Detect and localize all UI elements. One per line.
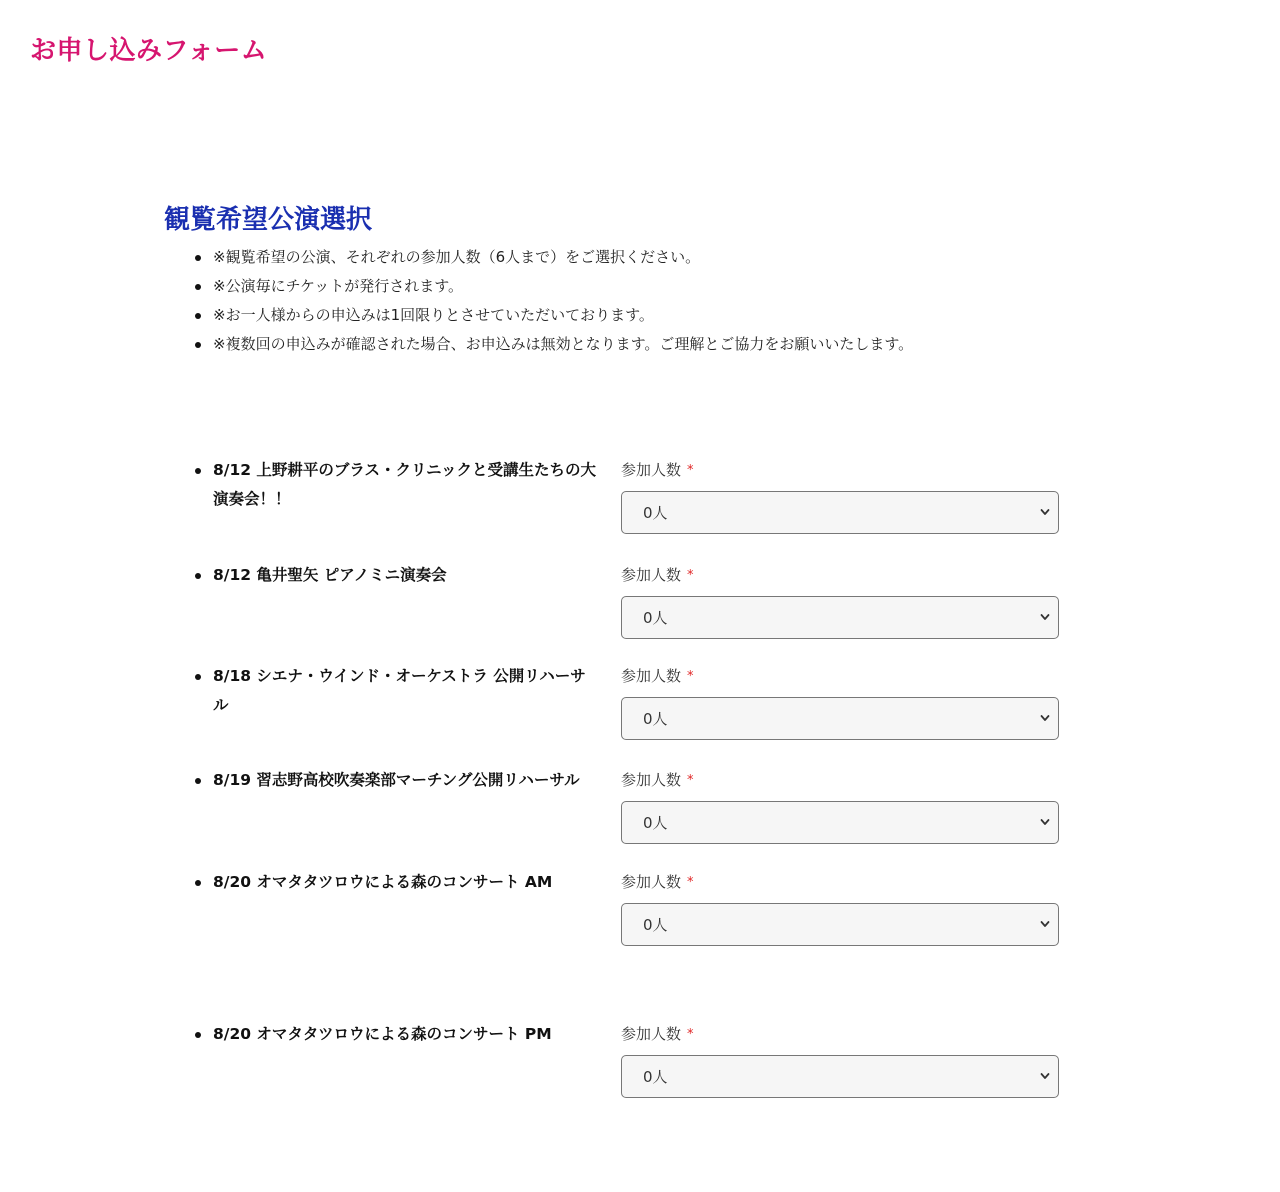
attendee-count-select[interactable]	[621, 903, 1059, 946]
attendee-count-select[interactable]	[621, 1055, 1059, 1098]
note-item	[193, 330, 913, 359]
chevron-down-icon	[1040, 713, 1050, 723]
label-text: 参加人数	[621, 1025, 682, 1043]
bullet-icon	[195, 1032, 201, 1038]
note-text: ※複数回の申込みが確認された場合、お申込みは無効となります。ご理解とご協力をお願いいたします。	[213, 335, 914, 353]
bullet-icon	[195, 674, 201, 680]
event-name: 8/18 シエナ・ウインド・オーケストラ 公開リハーサル	[213, 667, 586, 714]
event-name: 8/12 亀井聖矢 ピアノミニ演奏会	[213, 566, 447, 584]
bullet-icon	[195, 284, 201, 290]
label-text: 参加人数	[621, 667, 682, 685]
attendee-count-label	[621, 868, 694, 897]
select-value: 0人	[643, 504, 668, 522]
note-item	[193, 272, 913, 301]
bullet-icon	[195, 880, 201, 886]
notes-list	[193, 243, 913, 359]
bullet-icon	[195, 573, 201, 579]
required-mark: *	[687, 568, 694, 583]
attendee-count-select[interactable]	[621, 801, 1059, 844]
required-mark: *	[687, 773, 694, 788]
bullet-icon	[195, 778, 201, 784]
required-mark: *	[687, 669, 694, 684]
note-item	[193, 301, 913, 330]
label-text: 参加人数	[621, 461, 682, 479]
select-value: 0人	[643, 814, 668, 832]
attendee-count-label	[621, 766, 694, 795]
label-text: 参加人数	[621, 566, 682, 584]
chevron-down-icon	[1040, 817, 1050, 827]
event-name: 8/20 オマタタツロウによる森のコンサート AM	[213, 873, 553, 891]
form-title: お申し込みフォーム	[30, 36, 268, 66]
note-item	[193, 243, 913, 272]
attendee-count-label	[621, 456, 694, 485]
select-value: 0人	[643, 710, 668, 728]
chevron-down-icon	[1040, 507, 1050, 517]
attendee-count-label	[621, 1020, 694, 1049]
label-text: 参加人数	[621, 873, 682, 891]
event-name: 8/12 上野耕平のブラス・クリニックと受講生たちの大演奏会！！	[213, 461, 597, 508]
event-name: 8/19 習志野高校吹奏楽部マーチング公開リハーサル	[213, 771, 580, 789]
bullet-icon	[195, 468, 201, 474]
bullet-icon	[195, 255, 201, 261]
bullet-icon	[195, 313, 201, 319]
attendee-count-select[interactable]	[621, 697, 1059, 740]
note-text: ※観覧希望の公演、それぞれの参加人数（6人まで）をご選択ください。	[213, 248, 701, 266]
select-value: 0人	[643, 609, 668, 627]
required-mark: *	[687, 875, 694, 890]
attendee-count-select[interactable]	[621, 596, 1059, 639]
note-text: ※お一人様からの申込みは1回限りとさせていただいております。	[213, 306, 654, 324]
required-mark: *	[687, 1027, 694, 1042]
event-name: 8/20 オマタタツロウによる森のコンサート PM	[213, 1025, 552, 1043]
required-mark: *	[687, 463, 694, 478]
select-value: 0人	[643, 1068, 668, 1086]
attendee-count-select[interactable]	[621, 491, 1059, 534]
note-text: ※公演毎にチケットが発行されます。	[213, 277, 464, 295]
attendee-count-label	[621, 561, 694, 590]
label-text: 参加人数	[621, 771, 682, 789]
bullet-icon	[195, 342, 201, 348]
attendee-count-label	[621, 662, 694, 691]
chevron-down-icon	[1040, 612, 1050, 622]
select-value: 0人	[643, 916, 668, 934]
chevron-down-icon	[1040, 919, 1050, 929]
chevron-down-icon	[1040, 1071, 1050, 1081]
section-title: 観覧希望公演選択	[164, 205, 373, 235]
